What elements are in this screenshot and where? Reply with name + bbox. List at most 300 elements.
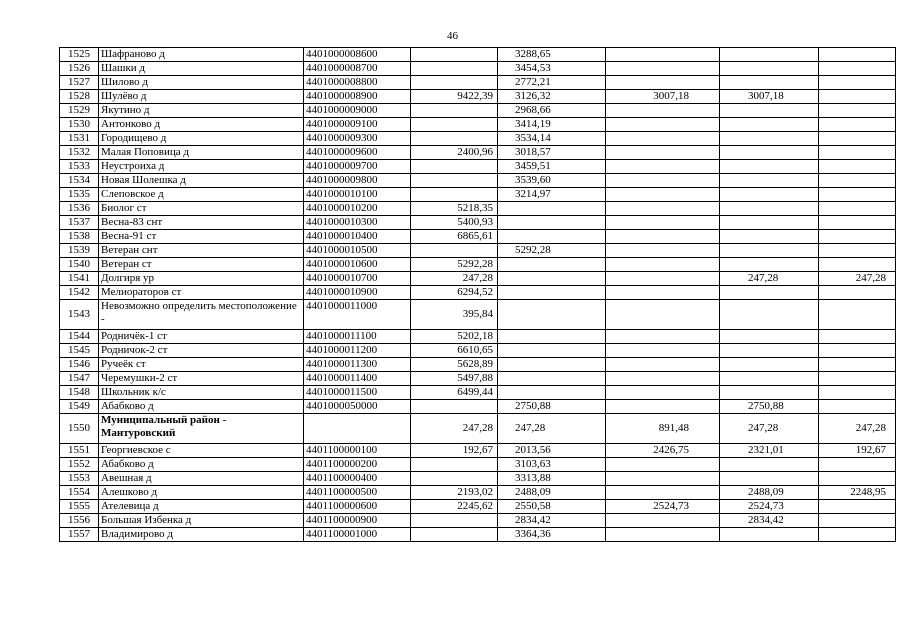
value-col-2: 3126,32 — [498, 90, 606, 104]
settlement-name: Абабково д — [99, 458, 304, 472]
value-col-4: 3007,18 — [720, 90, 819, 104]
value-col-1: 9422,39 — [411, 90, 498, 104]
table-row — [60, 444, 896, 458]
value-col-5 — [819, 188, 896, 202]
value-col-3 — [606, 300, 720, 330]
oktmo-code: 4401000010200 — [304, 202, 411, 216]
settlement-name: Шулёво д — [99, 90, 304, 104]
value-col-1: 192,67 — [411, 444, 498, 458]
value-col-2: 3103,63 — [498, 458, 606, 472]
value-col-1: 247,28 — [411, 272, 498, 286]
settlement-name: Долгиря ур — [99, 272, 304, 286]
value-col-3 — [606, 188, 720, 202]
value-col-1 — [411, 188, 498, 202]
value-col-2 — [498, 344, 606, 358]
oktmo-code: 4401000011300 — [304, 358, 411, 372]
value-col-1: 2245,62 — [411, 500, 498, 514]
settlement-name: Черемушки-2 ст — [99, 372, 304, 386]
row-number: 1545 — [60, 344, 99, 358]
settlement-name: Шилово д — [99, 76, 304, 90]
table-row — [60, 146, 896, 160]
value-col-2: 2834,42 — [498, 514, 606, 528]
value-col-2: 2550,58 — [498, 500, 606, 514]
settlement-name: Авешная д — [99, 472, 304, 486]
value-col-3 — [606, 286, 720, 300]
value-col-5 — [819, 48, 896, 62]
value-col-2: 2488,09 — [498, 486, 606, 500]
row-number: 1552 — [60, 458, 99, 472]
value-col-1 — [411, 76, 498, 90]
oktmo-code: 4401000010400 — [304, 230, 411, 244]
value-col-4: 247,28 — [720, 272, 819, 286]
value-col-3 — [606, 330, 720, 344]
value-col-3 — [606, 160, 720, 174]
value-col-3: 2524,73 — [606, 500, 720, 514]
value-col-5: 2248,95 — [819, 486, 896, 500]
settlement-name: Мелиораторов ст — [99, 286, 304, 300]
row-number: 1542 — [60, 286, 99, 300]
value-col-2 — [498, 202, 606, 216]
settlement-name: Весна-91 ст — [99, 230, 304, 244]
value-col-4 — [720, 244, 819, 258]
value-col-5 — [819, 244, 896, 258]
table-row — [60, 244, 896, 258]
table-row — [60, 500, 896, 514]
value-col-5 — [819, 358, 896, 372]
settlement-name: Шафраново д — [99, 48, 304, 62]
value-col-2: 3459,51 — [498, 160, 606, 174]
value-col-3 — [606, 244, 720, 258]
oktmo-code: 4401000009000 — [304, 104, 411, 118]
oktmo-code: 4401100001000 — [304, 528, 411, 542]
oktmo-code: 4401000008600 — [304, 48, 411, 62]
value-col-4: 2321,01 — [720, 444, 819, 458]
row-number: 1550 — [60, 414, 99, 444]
value-col-1: 395,84 — [411, 300, 498, 330]
table-row — [60, 486, 896, 500]
value-col-5 — [819, 230, 896, 244]
value-col-3 — [606, 372, 720, 386]
value-col-5 — [819, 62, 896, 76]
value-col-1: 5628,89 — [411, 358, 498, 372]
table-row — [60, 528, 896, 542]
value-col-1: 6294,52 — [411, 286, 498, 300]
value-col-3 — [606, 458, 720, 472]
settlement-name: Неустроиха д — [99, 160, 304, 174]
value-col-2: 3313,88 — [498, 472, 606, 486]
oktmo-code: 4401000009300 — [304, 132, 411, 146]
value-col-5: 247,28 — [819, 414, 896, 444]
value-col-5 — [819, 400, 896, 414]
value-col-1: 5400,93 — [411, 216, 498, 230]
value-col-1: 2400,96 — [411, 146, 498, 160]
value-col-4 — [720, 372, 819, 386]
table-row — [60, 272, 896, 286]
value-col-2: 3364,36 — [498, 528, 606, 542]
table-row — [60, 286, 896, 300]
value-col-4 — [720, 48, 819, 62]
row-number: 1533 — [60, 160, 99, 174]
value-col-2 — [498, 230, 606, 244]
oktmo-code: 4401100000100 — [304, 444, 411, 458]
row-number: 1554 — [60, 486, 99, 500]
value-col-3 — [606, 202, 720, 216]
value-col-5 — [819, 132, 896, 146]
table-row — [60, 90, 896, 104]
row-number: 1534 — [60, 174, 99, 188]
oktmo-code: 4401000008700 — [304, 62, 411, 76]
table-body — [60, 48, 896, 542]
value-col-2 — [498, 386, 606, 400]
row-number: 1555 — [60, 500, 99, 514]
table-row — [60, 160, 896, 174]
value-col-3 — [606, 62, 720, 76]
value-col-2: 3288,65 — [498, 48, 606, 62]
value-col-3 — [606, 486, 720, 500]
value-col-4: 2488,09 — [720, 486, 819, 500]
value-col-3 — [606, 146, 720, 160]
value-col-4 — [720, 188, 819, 202]
oktmo-code: 4401000010300 — [304, 216, 411, 230]
oktmo-code: 4401000011100 — [304, 330, 411, 344]
row-number: 1530 — [60, 118, 99, 132]
settlement-name: Алешково д — [99, 486, 304, 500]
value-col-5 — [819, 458, 896, 472]
value-col-4 — [720, 174, 819, 188]
value-col-1 — [411, 514, 498, 528]
oktmo-code: 4401000011500 — [304, 386, 411, 400]
table-row — [60, 258, 896, 272]
row-number: 1549 — [60, 400, 99, 414]
settlement-name: Георгиевское с — [99, 444, 304, 458]
value-col-3 — [606, 48, 720, 62]
table-row — [60, 104, 896, 118]
value-col-2: 2968,66 — [498, 104, 606, 118]
value-col-1: 6865,61 — [411, 230, 498, 244]
value-col-4 — [720, 528, 819, 542]
table-row — [60, 216, 896, 230]
oktmo-code: 4401000008900 — [304, 90, 411, 104]
value-col-4 — [720, 358, 819, 372]
row-number: 1539 — [60, 244, 99, 258]
row-number: 1551 — [60, 444, 99, 458]
value-col-4 — [720, 160, 819, 174]
row-number: 1531 — [60, 132, 99, 146]
settlement-name: Невозможно определить местоположение - — [99, 300, 304, 330]
oktmo-code: 4401000009700 — [304, 160, 411, 174]
settlement-name: Абабково д — [99, 400, 304, 414]
settlement-name: Ветеран снт — [99, 244, 304, 258]
table-row — [60, 76, 896, 90]
value-col-2 — [498, 272, 606, 286]
value-col-4 — [720, 216, 819, 230]
value-col-3 — [606, 174, 720, 188]
row-number: 1548 — [60, 386, 99, 400]
table-row — [60, 330, 896, 344]
value-col-3 — [606, 216, 720, 230]
value-col-3 — [606, 132, 720, 146]
value-col-4 — [720, 202, 819, 216]
page-number: 46 — [447, 30, 458, 42]
value-col-3 — [606, 230, 720, 244]
settlement-name: Городищево д — [99, 132, 304, 146]
settlement-name: Биолог ст — [99, 202, 304, 216]
value-col-4: 2524,73 — [720, 500, 819, 514]
value-col-4 — [720, 472, 819, 486]
oktmo-code: 4401000009800 — [304, 174, 411, 188]
row-number: 1556 — [60, 514, 99, 528]
settlement-table — [59, 47, 896, 542]
row-number: 1543 — [60, 300, 99, 330]
value-col-5 — [819, 174, 896, 188]
value-col-5: 247,28 — [819, 272, 896, 286]
value-col-5 — [819, 472, 896, 486]
value-col-2: 2013,56 — [498, 444, 606, 458]
value-col-5 — [819, 372, 896, 386]
value-col-5 — [819, 330, 896, 344]
value-col-5 — [819, 160, 896, 174]
row-number: 1525 — [60, 48, 99, 62]
value-col-3 — [606, 76, 720, 90]
value-col-2 — [498, 258, 606, 272]
value-col-5 — [819, 300, 896, 330]
value-col-5 — [819, 104, 896, 118]
value-col-5 — [819, 146, 896, 160]
row-number: 1527 — [60, 76, 99, 90]
value-col-3 — [606, 386, 720, 400]
table-row — [60, 118, 896, 132]
oktmo-code: 4401000010500 — [304, 244, 411, 258]
value-col-5 — [819, 386, 896, 400]
oktmo-code: 4401000010900 — [304, 286, 411, 300]
value-col-4 — [720, 132, 819, 146]
row-number: 1546 — [60, 358, 99, 372]
oktmo-code: 4401000011000 — [304, 300, 411, 330]
oktmo-code: 4401100000200 — [304, 458, 411, 472]
row-number: 1538 — [60, 230, 99, 244]
value-col-1: 6610,65 — [411, 344, 498, 358]
table-row — [60, 400, 896, 414]
value-col-5 — [819, 202, 896, 216]
oktmo-code: 4401100000400 — [304, 472, 411, 486]
row-number: 1529 — [60, 104, 99, 118]
settlement-name: Родничок-2 ст — [99, 344, 304, 358]
value-col-5 — [819, 258, 896, 272]
value-col-4: 247,28 — [720, 414, 819, 444]
value-col-1 — [411, 62, 498, 76]
settlement-name: Слеповское д — [99, 188, 304, 202]
value-col-1: 6499,44 — [411, 386, 498, 400]
value-col-2: 3534,14 — [498, 132, 606, 146]
settlement-name: Малая Поповица д — [99, 146, 304, 160]
value-col-4 — [720, 258, 819, 272]
oktmo-code: 4401000010700 — [304, 272, 411, 286]
oktmo-code: 4401100000600 — [304, 500, 411, 514]
value-col-3 — [606, 400, 720, 414]
value-col-3 — [606, 528, 720, 542]
value-col-4 — [720, 458, 819, 472]
settlement-name: Родничёк-1 ст — [99, 330, 304, 344]
row-number: 1540 — [60, 258, 99, 272]
table-row — [60, 472, 896, 486]
value-col-3 — [606, 514, 720, 528]
value-col-1 — [411, 104, 498, 118]
table-row — [60, 48, 896, 62]
settlement-name: Большая Избенка д — [99, 514, 304, 528]
value-col-1: 2193,02 — [411, 486, 498, 500]
oktmo-code: 4401000008800 — [304, 76, 411, 90]
value-col-5 — [819, 76, 896, 90]
value-col-2: 3539,60 — [498, 174, 606, 188]
value-col-4 — [720, 76, 819, 90]
row-number: 1547 — [60, 372, 99, 386]
settlement-name: Ветеран ст — [99, 258, 304, 272]
value-col-1 — [411, 472, 498, 486]
value-col-2: 3018,57 — [498, 146, 606, 160]
table-row — [60, 230, 896, 244]
value-col-2 — [498, 330, 606, 344]
value-col-1 — [411, 118, 498, 132]
value-col-4 — [720, 300, 819, 330]
value-col-4 — [720, 386, 819, 400]
settlement-name: Якутино д — [99, 104, 304, 118]
value-col-1 — [411, 400, 498, 414]
value-col-1: 5202,18 — [411, 330, 498, 344]
settlement-name: Ателевица д — [99, 500, 304, 514]
value-col-5 — [819, 118, 896, 132]
table-row — [60, 300, 896, 330]
value-col-4: 2834,42 — [720, 514, 819, 528]
settlement-name: Школьник к/с — [99, 386, 304, 400]
settlement-name: Владимирово д — [99, 528, 304, 542]
value-col-2: 2772,21 — [498, 76, 606, 90]
value-col-3: 2426,75 — [606, 444, 720, 458]
table-row — [60, 202, 896, 216]
value-col-4 — [720, 344, 819, 358]
row-number: 1541 — [60, 272, 99, 286]
table-row — [60, 372, 896, 386]
row-number: 1537 — [60, 216, 99, 230]
value-col-2: 2750,88 — [498, 400, 606, 414]
settlement-name: Шашки д — [99, 62, 304, 76]
value-col-1: 5292,28 — [411, 258, 498, 272]
table-row — [60, 62, 896, 76]
table-row — [60, 386, 896, 400]
settlement-name: Муниципальный район - Мантуровский — [99, 414, 304, 444]
settlement-name: Новая Шолешка д — [99, 174, 304, 188]
table-row — [60, 414, 896, 444]
value-col-5 — [819, 344, 896, 358]
table-row — [60, 458, 896, 472]
row-number: 1553 — [60, 472, 99, 486]
value-col-2 — [498, 300, 606, 330]
value-col-1 — [411, 458, 498, 472]
value-col-5 — [819, 514, 896, 528]
oktmo-code: 4401000011400 — [304, 372, 411, 386]
value-col-4 — [720, 330, 819, 344]
oktmo-code: 4401000050000 — [304, 400, 411, 414]
oktmo-code: 4401100000900 — [304, 514, 411, 528]
value-col-2 — [498, 358, 606, 372]
value-col-4 — [720, 62, 819, 76]
value-col-2: 247,28 — [498, 414, 606, 444]
value-col-3: 3007,18 — [606, 90, 720, 104]
row-number: 1528 — [60, 90, 99, 104]
table-row — [60, 188, 896, 202]
value-col-1: 247,28 — [411, 414, 498, 444]
value-col-3: 891,48 — [606, 414, 720, 444]
table-row — [60, 132, 896, 146]
row-number: 1536 — [60, 202, 99, 216]
value-col-2 — [498, 372, 606, 386]
value-col-2 — [498, 286, 606, 300]
value-col-1 — [411, 132, 498, 146]
oktmo-code: 4401000010600 — [304, 258, 411, 272]
value-col-1 — [411, 244, 498, 258]
value-col-3 — [606, 272, 720, 286]
settlement-name: Весна-83 снт — [99, 216, 304, 230]
value-col-4 — [720, 230, 819, 244]
value-col-5: 192,67 — [819, 444, 896, 458]
oktmo-code: 4401100000500 — [304, 486, 411, 500]
value-col-2: 3214,97 — [498, 188, 606, 202]
value-col-1 — [411, 174, 498, 188]
table-row — [60, 174, 896, 188]
value-col-3 — [606, 258, 720, 272]
value-col-3 — [606, 358, 720, 372]
value-col-5 — [819, 90, 896, 104]
value-col-2: 3454,53 — [498, 62, 606, 76]
table-row — [60, 514, 896, 528]
value-col-1: 5218,35 — [411, 202, 498, 216]
settlement-name: Ручеёк ст — [99, 358, 304, 372]
value-col-4 — [720, 104, 819, 118]
oktmo-code: 4401000009600 — [304, 146, 411, 160]
oktmo-code: 4401000009100 — [304, 118, 411, 132]
oktmo-code: 4401000011200 — [304, 344, 411, 358]
value-col-4 — [720, 118, 819, 132]
value-col-5 — [819, 528, 896, 542]
table-row — [60, 344, 896, 358]
settlement-name: Антонково д — [99, 118, 304, 132]
value-col-5 — [819, 216, 896, 230]
value-col-2: 3414,19 — [498, 118, 606, 132]
value-col-5 — [819, 500, 896, 514]
oktmo-code: 4401000010100 — [304, 188, 411, 202]
value-col-4 — [720, 146, 819, 160]
value-col-1 — [411, 160, 498, 174]
value-col-3 — [606, 118, 720, 132]
value-col-3 — [606, 104, 720, 118]
value-col-2: 5292,28 — [498, 244, 606, 258]
oktmo-code — [304, 414, 411, 444]
value-col-4 — [720, 286, 819, 300]
value-col-2 — [498, 216, 606, 230]
value-col-1 — [411, 48, 498, 62]
value-col-5 — [819, 286, 896, 300]
row-number: 1532 — [60, 146, 99, 160]
row-number: 1544 — [60, 330, 99, 344]
value-col-1 — [411, 528, 498, 542]
row-number: 1557 — [60, 528, 99, 542]
row-number: 1535 — [60, 188, 99, 202]
value-col-3 — [606, 344, 720, 358]
value-col-1: 5497,88 — [411, 372, 498, 386]
value-col-4: 2750,88 — [720, 400, 819, 414]
row-number: 1526 — [60, 62, 99, 76]
value-col-3 — [606, 472, 720, 486]
table-row — [60, 358, 896, 372]
